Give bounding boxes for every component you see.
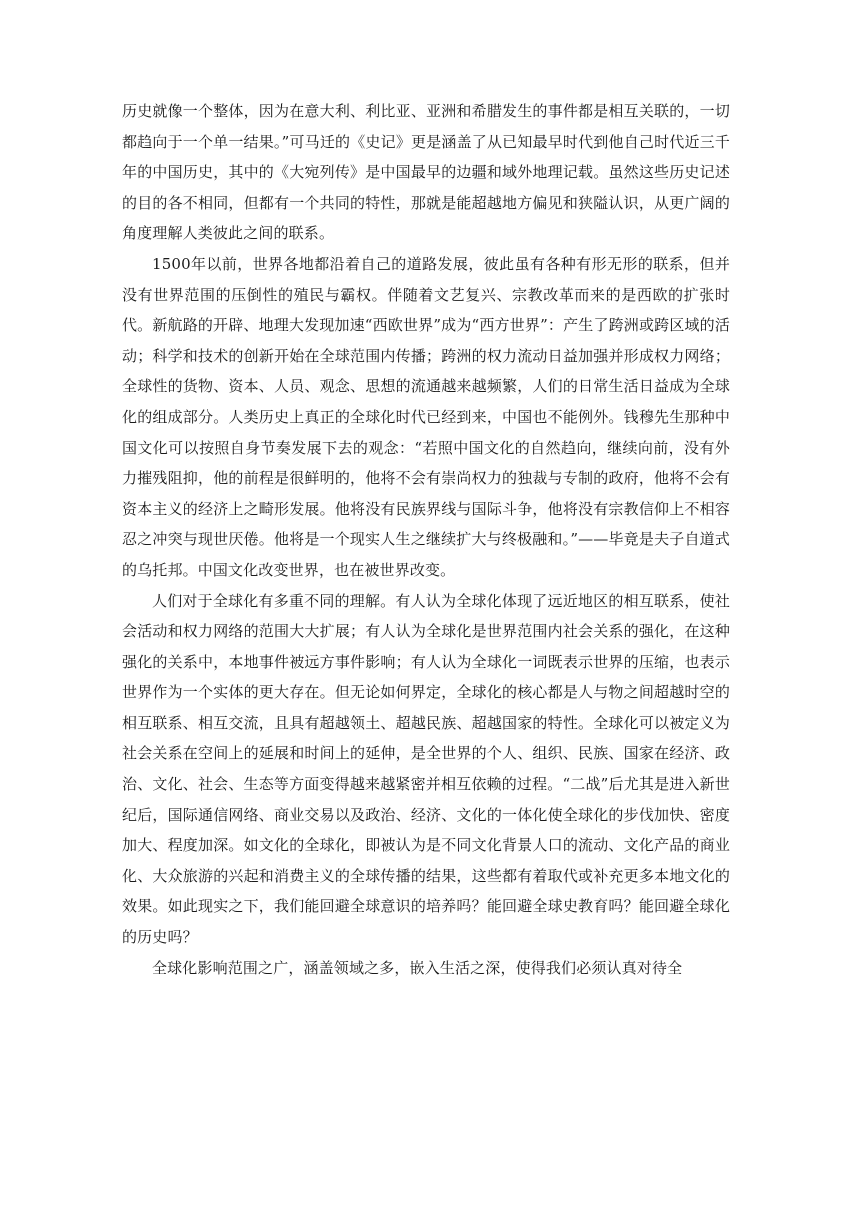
paragraph-2: 1500年以前，世界各地都沿着自己的道路发展，彼此虽有各种有形无形的联系，但并没有世界范围的压倒性的殖民与霸权。伴随着文艺复兴、宗教改革而来的是西欧的扩张时代。新航路的开辟、地理大发现加速“西欧世界”成为“西方世界”：产生了跨洲或跨区域的活动；科学和技术的创新开始在全球范围内传播；跨洲的权力流动日益加强并形成权力网络；全球性的货物、资本、人员、观念、思想的流通越来越频繁，人们的日常生活日益成为全球化的组成部分。人类历史上真正的全球化时代已经到来，中国也不能例外。钱穆先生那种中国文化可以按照自身节奏发展下去的观念：“若照中国文化的自然趋向，继续向前，没有外力摧残阻抑，他的前程是很鲜明的，他将不会有崇尚权力的独裁与专制的政府，他将不会有资本主义的经济上之畸形发展。他将没有民族界线与国际斗争，他将没有宗教信仰上不相容忍之冲突与现世厌倦。他将是一个现实人生之继续扩大与终极融和。”——毕竟是夫子自道式的乌托邦。中国文化改变世界，也在被世界改变。	[122, 254, 730, 579]
paragraph-1: 历史就像一个整体，因为在意大利、利比亚、亚洲和希腊发生的事件都是相互关联的，一切都趋向于一个单一结果。”可马迁的《史记》更是涵盖了从已知最早时代到他自己时代近三千年的中国历史，其中的《大宛列传》是中国最早的边疆和域外地理记载。虽然这些历史记述的目的各不相同，但都有一个共同的特性，那就是能超越地方偏见和狭隘认识，从更广阔的角度理解人类彼此之间的联系。	[122, 102, 730, 243]
paragraph-4: 全球化影响范围之广，涵盖领域之多，嵌入生活之深，使得我们必须认真对待全	[152, 958, 683, 977]
paragraph-3: 人们对于全球化有多重不同的理解。有人认为全球化体现了远近地区的相互联系，使社会活动和权力网络的范围大大扩展；有人认为全球化是世界范围内社会关系的强化，在这种强化的关系中，本地事件被远方事件影响；有人认为全球化一词既表示世界的压缩，也表示世界作为一个实体的更大存在。但无论如何界定，全球化的核心都是人与物之间超越时空的相互联系、相互交流，且具有超越领土、超越民族、超越国家的特性。全球化可以被定义为社会关系在空间上的延展和时间上的延伸，是全世界的个人、组织、民族、国家在经济、政治、文化、社会、生态等方面变得越来越紧密并相互依赖的过程。“二战”后尤其是进入新世纪后，国际通信网络、商业交易以及政治、经济、文化的一体化使全球化的步伐加快、密度加大、程度加深。如文化的全球化，即被认为是不同文化背景人口的流动、文化产品的商业化、大众旅游的兴起和消费主义的全球传播的结果，这些都有着取代或补充更多本地文化的效果。如此现实之下，我们能回避全球意识的培养吗？能回避全球史教育吗？能回避全球化的历史吗？	[122, 591, 730, 947]
document-body	[122, 96, 730, 983]
